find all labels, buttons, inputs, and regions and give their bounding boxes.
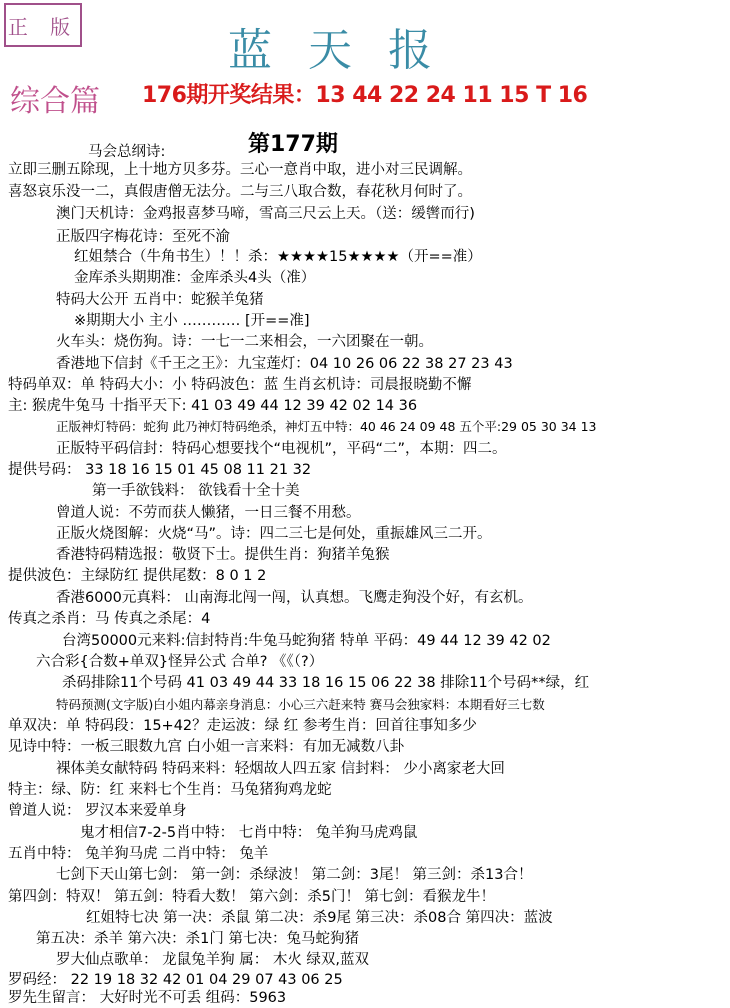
text-line: 五肖中特： 兔羊狗马虎 二肖中特： 兔羊 [8, 846, 269, 862]
text-line: 金库杀头期期准：金库杀头4头（准） [74, 270, 316, 286]
section-title: 综合篇 [10, 84, 100, 119]
text-line: 正版火烧图解：火烧“马”。诗：四二三七是何处，重振雄风三二开。 [56, 526, 492, 542]
text-line: 罗码经： 22 19 18 32 42 01 04 29 07 43 06 25 [8, 972, 343, 988]
text-line: 主: 猴虎牛兔马 十指平天下: 41 03 49 44 12 39 42 02 14 36 [8, 398, 418, 414]
newspaper-title: 蓝天报 [228, 25, 468, 76]
text-line: 鬼才相信7-2-5肖中特： 七肖中特： 兔羊狗马虎鸡鼠 [80, 825, 418, 841]
text-line: 曾道人说： 罗汉本来爱单身 [8, 803, 187, 819]
text-line: 火车头：烧伤狗。诗：一七一二来相会，一六团聚在一朝。 [56, 334, 433, 350]
text-line: 七剑下天山第七剑： 第一剑：杀绿波！ 第二剑：3尾！ 第三剑：杀13合！ [56, 867, 533, 883]
text-line: 罗大仙点歌单： 龙鼠兔羊狗 属： 木火 绿双,蓝双 [56, 952, 370, 968]
text-line: 提供波色：主绿防红 提供尾数：8 0 1 2 [8, 568, 267, 584]
text-line: 第五决：杀羊 第六决：杀1门 第七决：兔马蛇狗猪 [36, 931, 359, 947]
text-line: 杀码排除11个号码 41 03 49 44 33 18 16 15 06 22 38 排除11个号码**绿，红 [62, 675, 590, 691]
text-line: 曾道人说：不劳而获人懒猪，一日三餐不用愁。 [56, 505, 361, 521]
text-line: 提供号码： 33 18 16 15 01 45 08 11 21 32 [8, 462, 312, 478]
text-line: 第四剑：特双！ 第五剑：特看大数！ 第六剑：杀5门！ 第七剑：看猴龙牛！ [8, 889, 496, 905]
text-line: 红姐禁合（牛角书生）！！杀：★★★★15★★★★（开==准） [74, 249, 482, 265]
text-line: 罗先生留言： 大好时光不可丢 组码：5963 [8, 990, 287, 1006]
text-line: 特码单双：单 特码大小：小 特码波色：蓝 生肖玄机诗：司晨报晓勤不懈 [8, 377, 472, 393]
genuine-stamp: 正 版 [4, 3, 82, 47]
text-line: 传真之杀肖：马 传真之杀尾：4 [8, 611, 211, 627]
text-line: 澳门天机诗：金鸡报喜梦马啼，雪高三尺云上天。（送：缓辔而行) [56, 206, 475, 222]
text-line: 第一手欲钱料： 欲钱看十全十美 [92, 483, 300, 499]
text-line: 特主：绿、防：红 来料七个生肖：马兔猪狗鸡龙蛇 [8, 782, 332, 798]
text-line: 见诗中特：一板三眼数九宫 白小姐一言来料：有加无减数八卦 [8, 739, 405, 755]
text-line: 香港特码精选报：敬贤下士。提供生肖：狗猪羊兔猴 [56, 547, 390, 563]
text-line: 立即三删五除现，上十地方贝多芬。三心一意肖中取，进小对三民调解。 [8, 162, 472, 178]
text-line: 马会总纲诗: [88, 144, 166, 160]
text-line: 台湾50000元来料:信封特肖:牛兔马蛇狗猪 特单 平码：49 44 12 39 42 02 [62, 633, 551, 649]
text-line: 正版四字梅花诗：至死不渝 [56, 229, 230, 245]
text-line: ※期期大小 主小 ………… [开==准] [74, 313, 310, 329]
text-line: 六合彩{合数+单双}怪异公式 合单? 《《（?） [36, 654, 324, 670]
text-line: 正版特平码信封：特码心想要找个“电视机”，平码“二”，本期：四二。 [56, 441, 507, 457]
text-line: 单双决：单 特码段：15+42？走运波：绿 红 参考生肖：回首往事知多少 [8, 718, 477, 734]
draw-result: 176期开奖结果：13 44 22 24 11 15 T 16 [142, 83, 588, 108]
text-line: 香港6000元真料： 山南海北闯一闯，认真想。飞鹰走狗没个好，有玄机。 [56, 590, 533, 606]
text-line: 香港地下信封《千王之王》：九宝莲灯：04 10 26 06 22 38 27 23 43 [56, 356, 513, 372]
text-line: 喜怒哀乐没一二，真假唐僧无法分。二与三八取合数，春花秋月何时了。 [8, 184, 472, 200]
text-line: 裸体美女献特码 特码来料：轻烟故人四五家 信封料： 少小离家老大回 [56, 761, 505, 777]
issue-number: 第177期 [248, 132, 338, 157]
text-line: 正版神灯特码：蛇狗 此乃神灯特码绝杀，神灯五中特：40 46 24 09 48 五个平:29 05 30 34 13 [56, 419, 597, 434]
text-line: 红姐特七决 第一决：杀鼠 第二决：杀9尾 第三决：杀08合 第四决：蓝波 [86, 910, 553, 926]
text-line: 特码预测(文字版)白小姐内幕亲身消息：小心三六赶来特 赛马会独家料：本期看好三七数 [56, 697, 545, 712]
text-line: 特码大公开 五肖中：蛇猴羊兔猪 [56, 292, 264, 308]
